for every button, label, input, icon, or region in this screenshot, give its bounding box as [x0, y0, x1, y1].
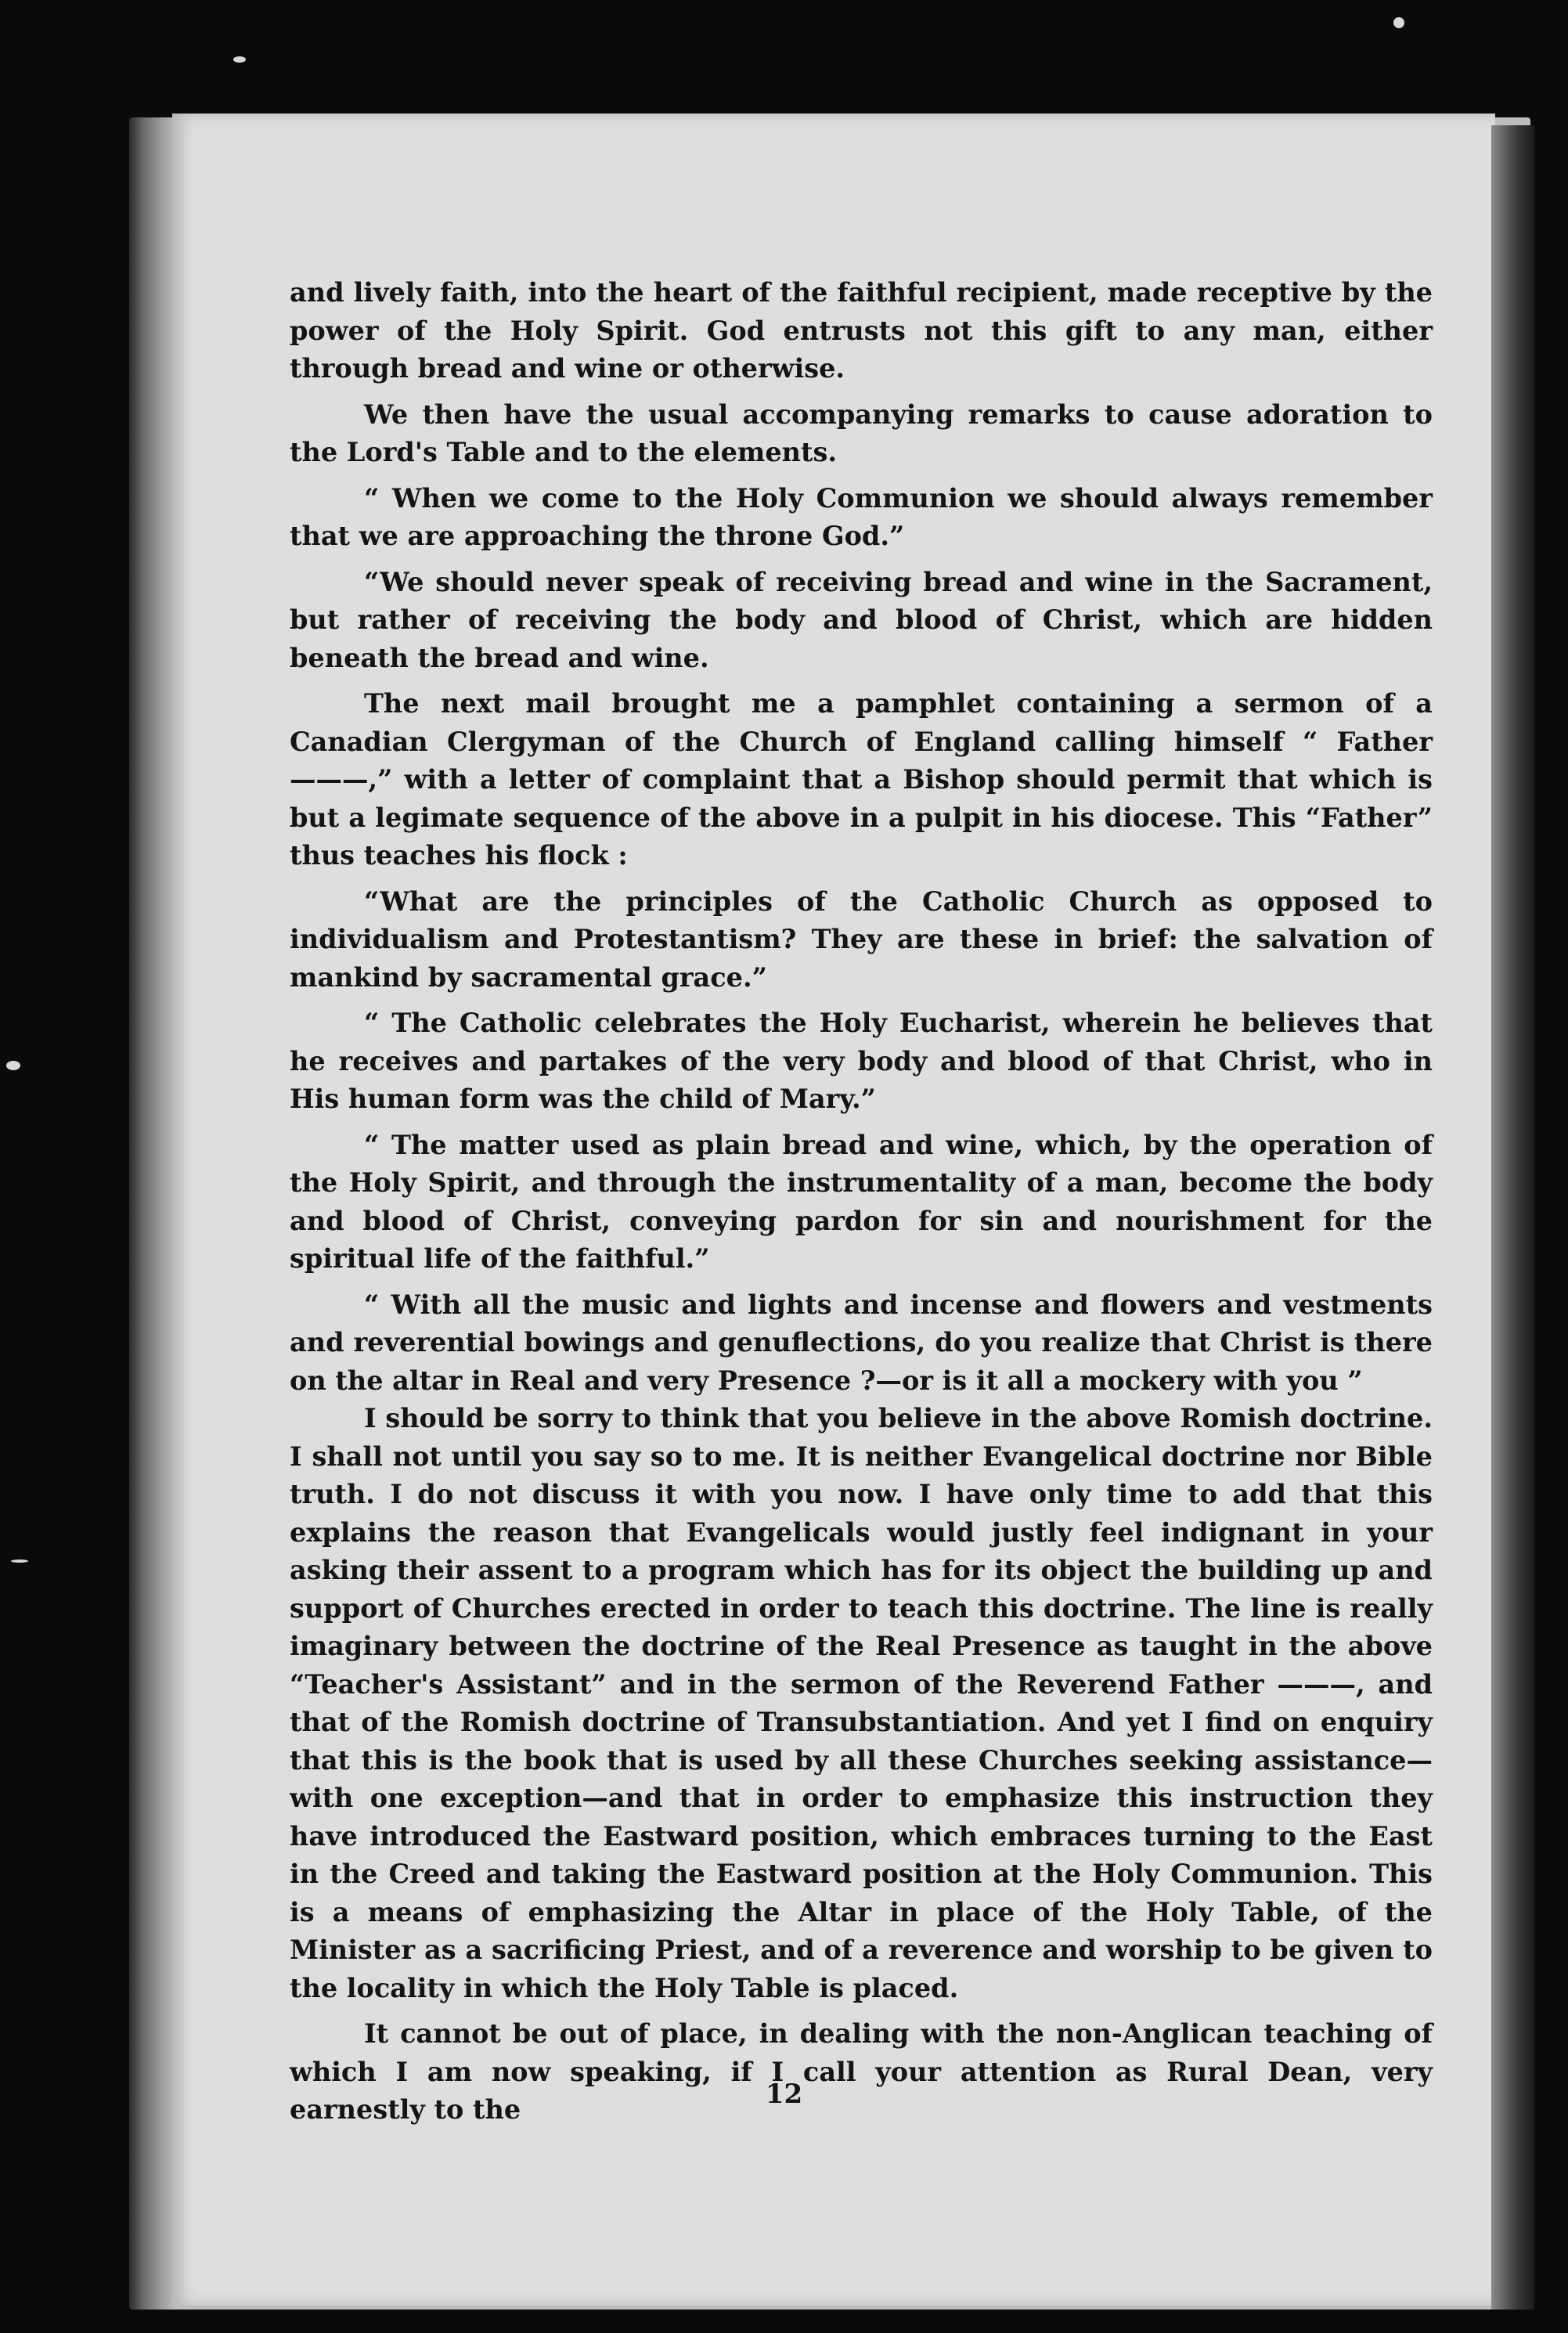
film-speck	[11, 1560, 28, 1563]
paragraph: It cannot be out of place, in dealing with the non-Anglican teaching of which I am now speaking, if I call your attention as Rural Dean, very earnestly to the	[290, 2018, 1433, 2125]
page-right-edge	[1491, 125, 1534, 2310]
film-speck	[6, 1061, 20, 1070]
quoted-paragraph: “ The matter used as plain bread and wine, which, by the operation of the Holy Spirit, and through the instrumentality of a man, become the body and blood of Christ, conveying pardon for sin and nourishment for the spiritual life of the faithful.”	[290, 1129, 1433, 1274]
page-number: 12	[765, 2079, 803, 2110]
film-speck	[1393, 17, 1404, 28]
film-speck	[233, 56, 246, 63]
paragraph: We then have the usual accompanying remarks to cause adoration to the Lord's Table and to the elements.	[290, 398, 1433, 467]
quoted-paragraph: “ When we come to the Holy Communion we should always remember that we are approaching the throne God.”	[290, 482, 1433, 551]
quoted-paragraph: “What are the principles of the Catholic Church as opposed to individualism and Protestantism? They are these in brief: the salvation of mankind by sacramental grace.”	[290, 885, 1433, 993]
paragraph: I should be sorry to think that you believe in the above Romish doctrine. I shall not until you say so to me. It is neither Evangelical doctrine nor Bible truth. I do not discuss it with you now. I have only time to add that this explains the reason that Evangelicals would justly feel indignant in your asking their assent to a program which has for its object the building up and support of Churches erected in order to teach this doctrine. The line is really imaginary between the doctrine of the Real Presence as taught in the above “Teacher's Assistant” and in the sermon of the Reverend Father ———, and that of the Romish doctrine of Transubstantiation. And yet I find on enquiry that this is the book that is used by all these Churches seeking assistance—with one exception—and that in order to emphasize this instruction they have introduced the Eastward position, which embraces turning to the East in the Creed and taking the Eastward position at the Holy Communion. This is a means of emphasizing the Altar in place of the Holy Table, of the Minister as a sacrificing Priest, and of a reverence and worship to be given to the locality in which the Holy Table is placed.	[290, 1403, 1433, 2003]
quoted-paragraph: “ The Catholic celebrates the Holy Eucharist, wherein he believes that he receives and partakes of the very body and blood of that Christ, who in His human form was the child of Mary.”	[290, 1008, 1433, 1114]
body-text	[290, 274, 1433, 2129]
paragraph-continuation: and lively faith, into the heart of the faithful recipient, made receptive by the power of the Holy Spirit. God entrusts not this gift to any man, either through bread and wine or otherwise.	[290, 277, 1433, 384]
paragraph: The next mail brought me a pamphlet containing a sermon of a Canadian Clergyman of the Church of England calling himself “ Father ———,” with a letter of complaint that a Bishop should permit that which is but a legimate sequence of the above in a pulpit in his diocese. This “Father” thus teaches his flock :	[290, 688, 1433, 871]
quoted-paragraph: “ With all the music and lights and incense and flowers and vestments and reverential bowings and genuflections, do you realize that Christ is there on the altar in Real and very Presence ?—or is it all a mockery with you ”	[290, 1289, 1433, 1396]
quoted-paragraph: “We should never speak of receiving bread and wine in the Sacrament, but rather of receiving the body and blood of Christ, which are hidden beneath the bread and wine.	[290, 566, 1433, 673]
